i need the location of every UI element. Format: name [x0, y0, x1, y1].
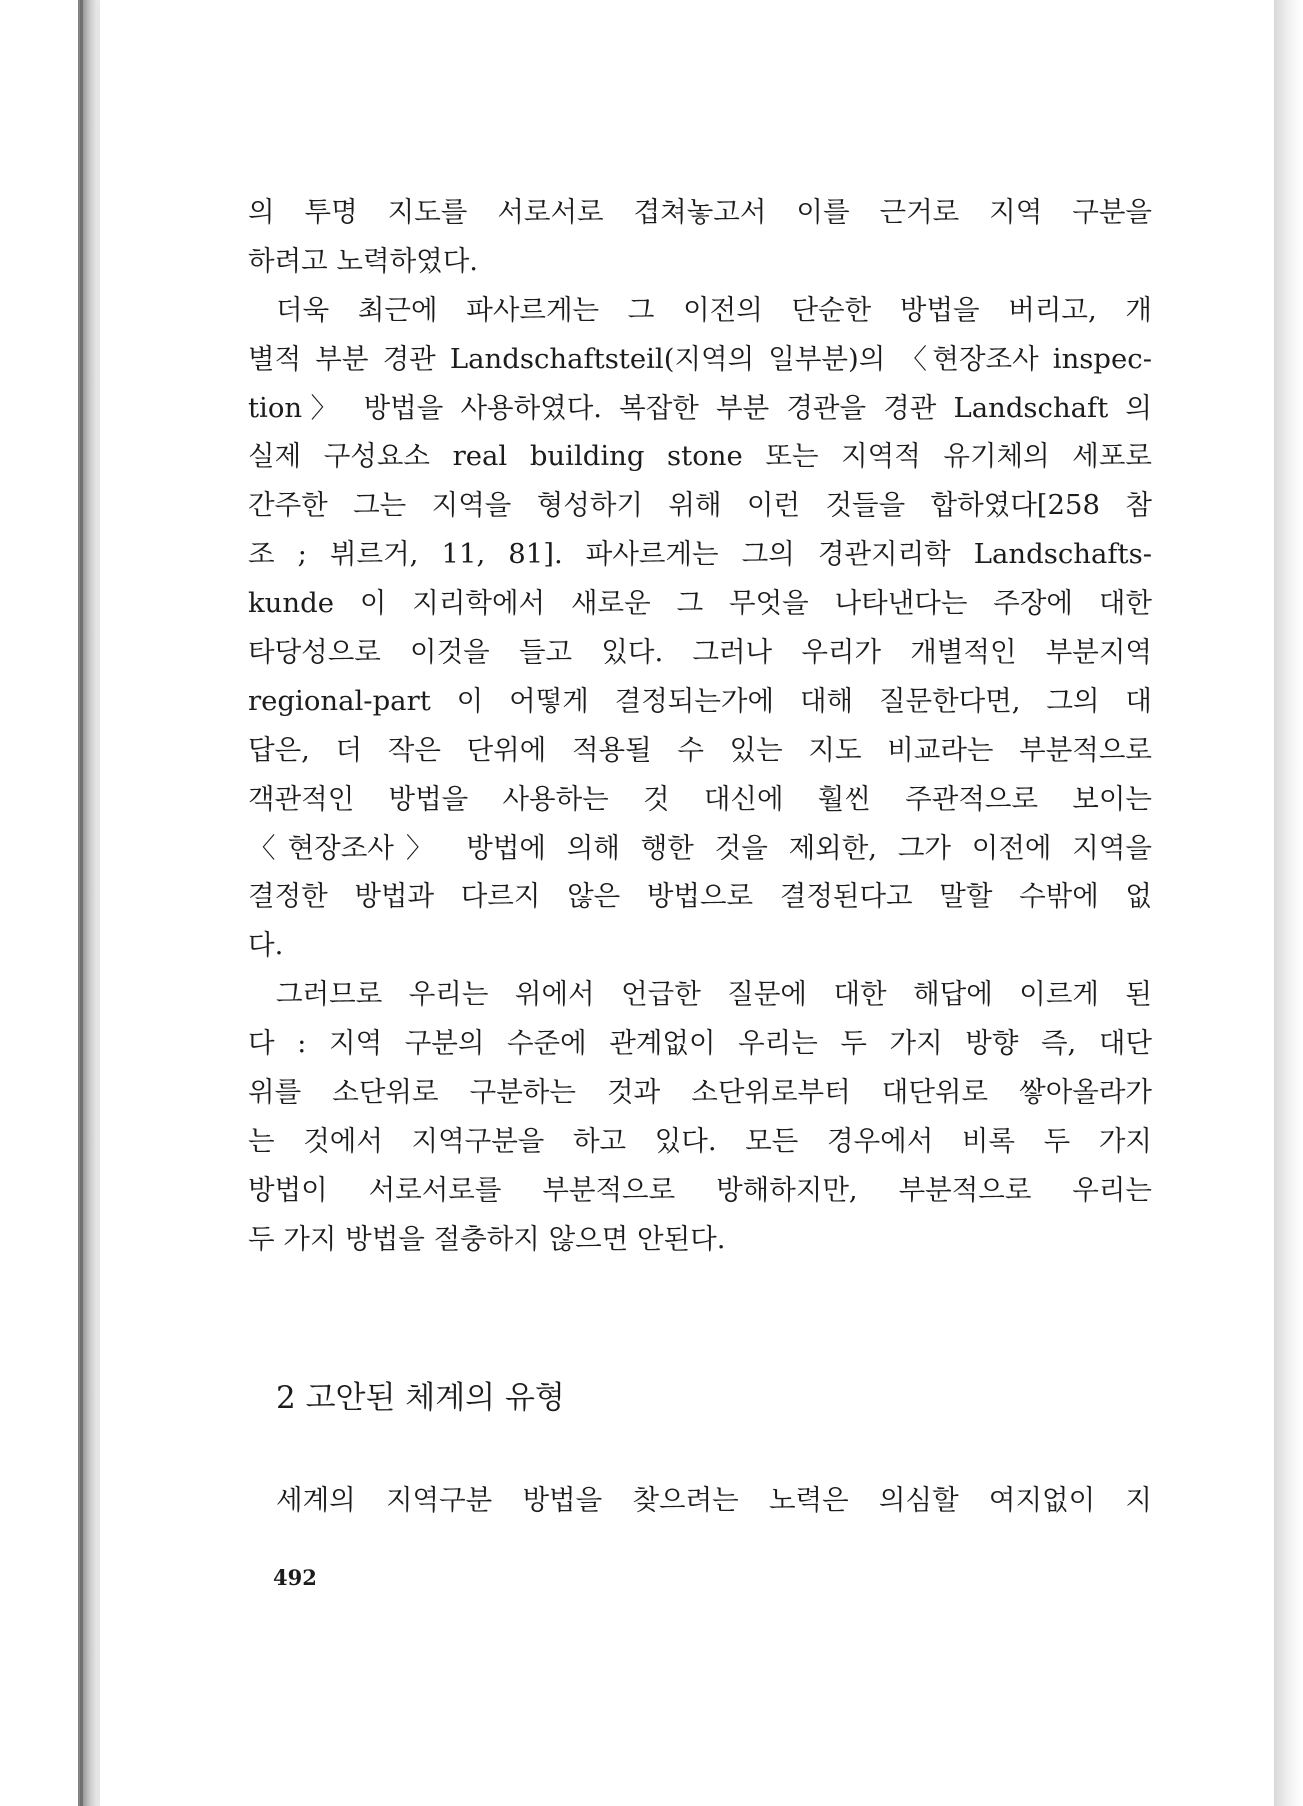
text-line: 다.: [248, 929, 284, 962]
text-line: 그러므로 우리는 위에서 언급한 질문에 대한 해답에 이르게 된: [276, 978, 1152, 1011]
text-line: 방법이 서로서로를 부분적으로 방해하지만, 부분적으로 우리는: [248, 1173, 1152, 1206]
page-number: 492: [273, 1565, 317, 1590]
body-text: [248, 188, 1152, 1264]
text-line: 더욱 최근에 파사르게는 그 이전의 단순한 방법을 버리고, 개: [276, 293, 1152, 326]
text-line: tion〉 방법을 사용하였다. 복잡한 부분 경관을 경관 Landschaft 의: [248, 391, 1152, 424]
text-line: 는 것에서 지역구분을 하고 있다. 모든 경우에서 비록 두 가지: [248, 1124, 1152, 1157]
text-line: 〈현장조사〉 방법에 의해 행한 것을 제외한, 그가 이전에 지역을: [248, 831, 1152, 864]
section-heading: 2 고안된 체계의 유형: [276, 1380, 565, 1416]
page-right-shadow: [1274, 0, 1303, 1806]
text-line: 의 투명 지도를 서로서로 겹쳐놓고서 이를 근거로 지역 구분을: [248, 196, 1152, 228]
text-line: 타당성으로 이것을 들고 있다. 그러나 우리가 개별적인 부분지역: [248, 636, 1152, 669]
text-line: 간주한 그는 지역을 형성하기 위해 이런 것들을 합하였다[258 참: [248, 489, 1152, 522]
text-line: 객관적인 방법을 사용하는 것 대신에 훨씬 주관적으로 보이는: [248, 782, 1152, 815]
text-line: 별적 부분 경관 Landschaftsteil(지역의 일부분)의 〈현장조사 inspec-: [248, 342, 1152, 375]
text-line: 결정한 방법과 다르지 않은 방법으로 결정된다고 말할 수밖에 없: [248, 880, 1152, 913]
text-line: kunde 이 지리학에서 새로운 그 무엇을 나타낸다는 주장에 대한: [248, 587, 1152, 620]
spine-line: [80, 0, 83, 1806]
text-line: 답은, 더 작은 단위에 적용될 수 있는 지도 비교라는 부분적으로: [248, 733, 1152, 766]
section-first-line: 세계의 지역구분 방법을 찾으려는 노력은 의심할 여지없이 지: [276, 1484, 1152, 1516]
text-line: 실제 구성요소 real building stone 또는 지역적 유기체의 세포로: [248, 440, 1152, 473]
text-line: 두 가지 방법을 절충하지 않으면 안된다.: [248, 1222, 726, 1255]
text-line: 다 : 지역 구분의 수준에 관계없이 우리는 두 가지 방향 즉, 대단: [248, 1027, 1152, 1060]
text-line: regional-part 이 어떻게 결정되는가에 대해 질문한다면, 그의 대: [248, 684, 1152, 717]
text-line: 위를 소단위로 구분하는 것과 소단위로부터 대단위로 쌓아올라가: [248, 1076, 1152, 1109]
text-line: 조 ; 뷔르거, 11, 81]. 파사르게는 그의 경관지리학 Landschafts-: [248, 538, 1152, 571]
text-line: 하려고 노력하였다.: [248, 244, 479, 277]
